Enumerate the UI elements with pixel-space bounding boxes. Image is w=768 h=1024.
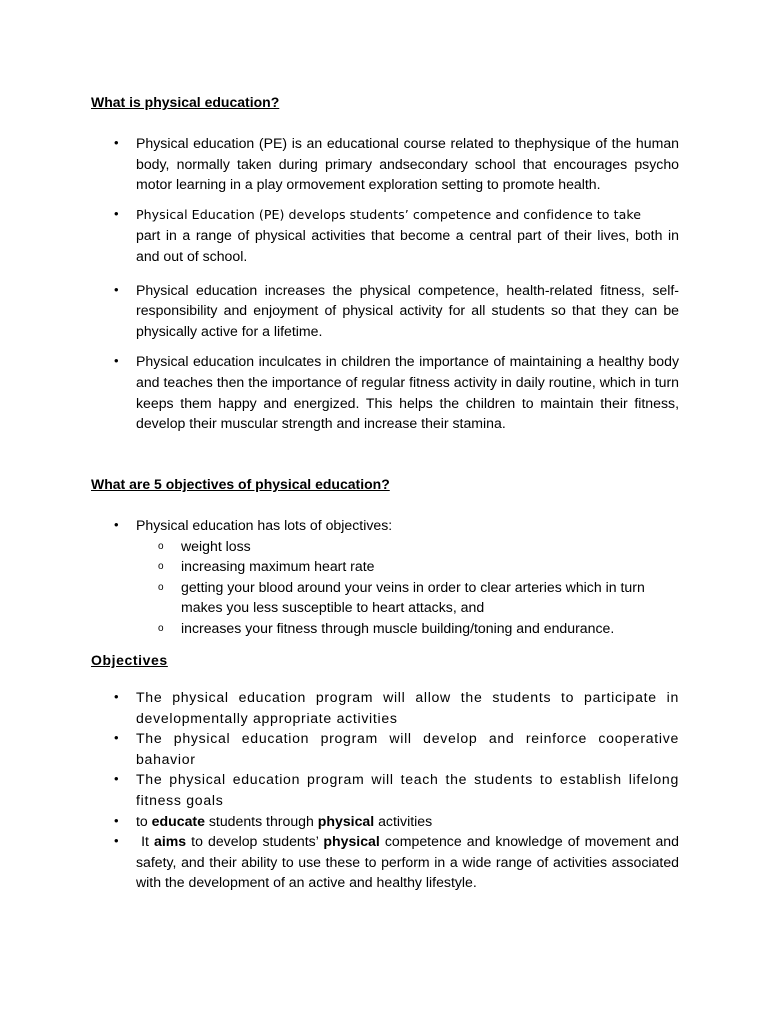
list-item-text: Physical education inculcates in children the importance of maintaining a healthy body and teaches then the importance of regular fitness activity in daily routine, which in turn keeps them happy and energized. This helps the children to maintain their fitness, develop their muscular strength and increase their stamina.: [136, 353, 679, 432]
sub-list-item: [136, 556, 679, 577]
list-item-text: The physical education program will allow the students to participate in developmentally appropriate activities: [136, 689, 679, 726]
sub-bullet-glyph: o: [158, 561, 164, 573]
list-item-text: Physical Education (PE) develops students’ competence and confidence to take: [136, 206, 642, 222]
list-item-text: Physical education (PE) is an educational course related to thephysique of the human body, normally taken during primary andsecondary school that encourages psycho motor learning in a play ormovement exploration setting to promote health.: [136, 135, 679, 193]
sub-list-item-text: increases your fitness through muscle building/toning and endurance.: [181, 619, 615, 636]
objectives-intro-list: [91, 515, 679, 639]
list-item: [91, 831, 679, 893]
sub-bullet-glyph: o: [158, 540, 164, 552]
list-item-text: The physical education program will teach the students to establish lifelong fitness goals: [136, 771, 679, 808]
list-item-text: part in a range of physical activities that become a central part of their lives, both in and out of school.: [136, 227, 679, 264]
bold-text-run: physical: [323, 833, 380, 850]
sub-list-item: [136, 577, 679, 618]
list-item: [91, 811, 679, 832]
bullet-glyph: •: [114, 353, 119, 369]
list-item-continuation: [91, 225, 679, 266]
list-item: [91, 769, 679, 810]
sub-list-item: [136, 618, 679, 639]
bullet-glyph: •: [114, 135, 119, 150]
list-item-text: Physical education has lots of objectives:: [136, 517, 393, 533]
sub-bullet-glyph: o: [158, 622, 164, 634]
list-item: [91, 515, 679, 639]
list-item: [91, 280, 679, 342]
text-run: activities: [374, 812, 433, 829]
text-run: It: [136, 833, 154, 850]
list-item: [91, 687, 679, 728]
list-item: [91, 728, 679, 769]
program-objectives-list: [91, 687, 679, 893]
list-item: [91, 204, 679, 226]
bullet-glyph: •: [114, 771, 120, 787]
text-run: to develop students’: [186, 833, 324, 850]
text-run: competence and knowledge of movement and safety, and their ability to use these to perform in a wide range of activities associated with the development of an active and healthy lifestyle.: [136, 833, 679, 891]
bold-text-run: physical: [317, 812, 375, 829]
list-item: [91, 133, 679, 195]
sub-list-item-text: weight loss: [181, 537, 251, 554]
bullet-glyph: •: [114, 689, 120, 704]
list-item-text: Physical education increases the physical competence, health-related fitness, self-responsibility and enjoyment of physical activity for all students so that they can be physically active for a lifetime.: [136, 281, 679, 339]
bold-text-run: aims: [153, 833, 187, 850]
bullet-glyph: •: [114, 833, 119, 849]
bold-text-run: educate: [151, 812, 205, 829]
sub-list-item-text: getting your blood around your veins in order to clear arteries which in turn makes you less susceptible to heart attacks, and: [181, 578, 645, 616]
text-run: to: [136, 812, 152, 829]
pe-definition-list: [91, 133, 679, 444]
sub-bullet-glyph: o: [158, 581, 164, 593]
bullet-glyph: •: [114, 517, 119, 532]
heading-objectives: Objectives: [91, 652, 168, 668]
bullet-glyph: •: [114, 812, 119, 828]
text-run: students through: [204, 812, 318, 829]
heading-five-objectives: What are 5 objectives of physical education?: [91, 476, 390, 492]
bullet-glyph: •: [114, 730, 120, 746]
objectives-sublist: [136, 536, 679, 639]
list-item: [91, 351, 679, 433]
sub-list-item: [136, 536, 679, 557]
bullet-glyph: •: [114, 205, 119, 221]
sub-list-item-text: increasing maximum heart rate: [181, 558, 375, 575]
list-item-text: The physical education program will develop and reinforce cooperative bahavior: [136, 730, 679, 767]
bullet-glyph: •: [114, 281, 119, 297]
heading-what-is-pe: What is physical education?: [91, 94, 280, 110]
